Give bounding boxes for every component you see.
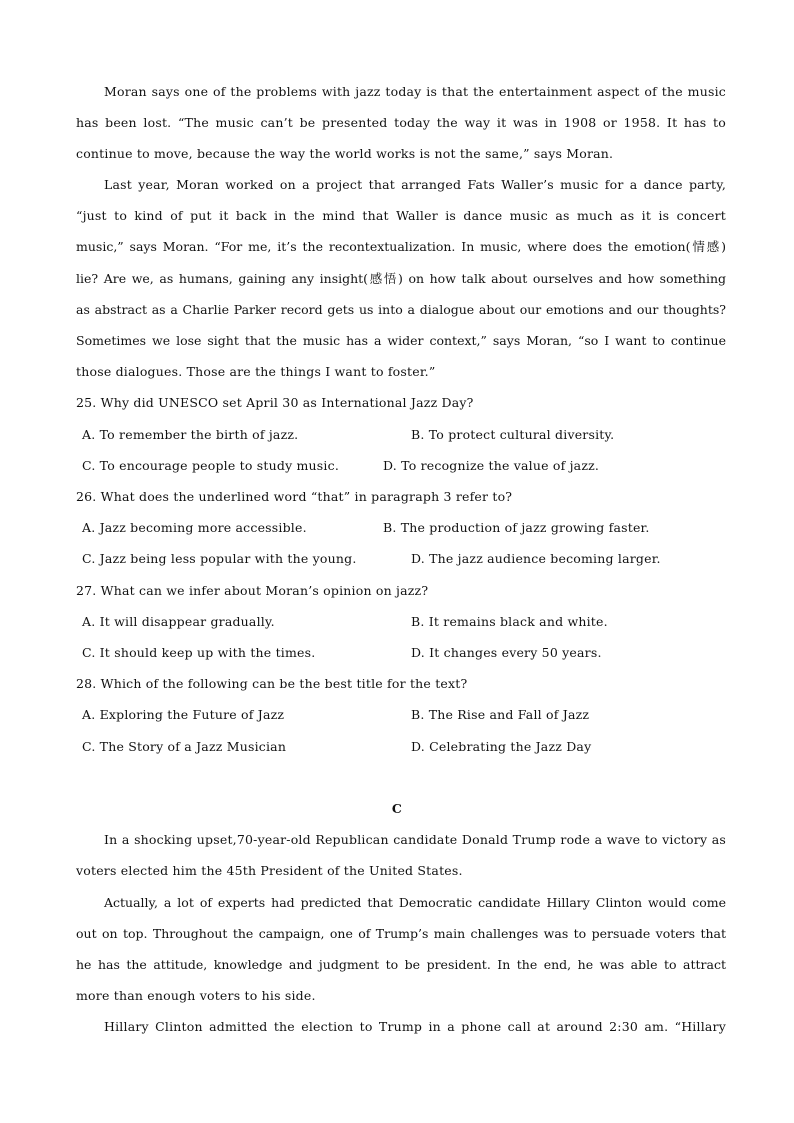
option-b: B. The production of jazz growing faster.: [383, 520, 650, 535]
question-stem: 28. Which of the following can be the best title for the text?: [76, 676, 468, 691]
passage-line: as abstract as a Charlie Parker record gets us into a dialogue about our emotions and our thoughts?: [76, 302, 726, 317]
passage-line: those dialogues. Those are the things I want to foster.”: [76, 364, 436, 379]
passage-line: has been lost. “The music can’t be presented today the way it was in 1908 or 1958. It has to: [76, 115, 726, 130]
option-a: A. Exploring the Future of Jazz: [82, 707, 285, 722]
option-d: D. It changes every 50 years.: [411, 645, 602, 660]
passage-line: In a shocking upset,70-year-old Republican candidate Donald Trump rode a wave to victory as: [104, 832, 726, 847]
passage-line: out on top. Throughout the campaign, one of Trump’s main challenges was to persuade voters that: [76, 926, 726, 941]
option-c: C. The Story of a Jazz Musician: [82, 739, 287, 754]
passage-line: music,” says Moran. “For me, it’s the recontextualization. In music, where does the emotion(情感): [76, 239, 726, 254]
passage-line: Actually, a lot of experts had predicted that Democratic candidate Hillary Clinton would come: [104, 895, 726, 910]
option-b: B. It remains black and white.: [411, 614, 608, 629]
option-d: D. To recognize the value of jazz.: [383, 458, 600, 473]
option-a: A. To remember the birth of jazz.: [82, 427, 299, 442]
option-d: D. Celebrating the Jazz Day: [411, 739, 592, 754]
option-b: B. To protect cultural diversity.: [411, 427, 615, 442]
option-d: D. The jazz audience becoming larger.: [411, 551, 661, 566]
passage-line: he has the attitude, knowledge and judgment to be president. In the end, he was able to attract: [76, 957, 726, 972]
passage-line: Last year, Moran worked on a project that arranged Fats Waller’s music for a dance party,: [104, 177, 726, 192]
passage-line: Sometimes we lose sight that the music has a wider context,” says Moran, “so I want to continue: [76, 333, 726, 348]
passage-line: more than enough voters to his side.: [76, 988, 316, 1003]
passage-line: Hillary Clinton admitted the election to Trump in a phone call at around 2:30 am. “Hillary: [104, 1019, 726, 1034]
passage-line: “just to kind of put it back in the mind that Waller is dance music as much as it is concert: [76, 208, 726, 223]
option-a: A. Jazz becoming more accessible.: [82, 520, 307, 535]
passage-line: continue to move, because the way the world works is not the same,” says Moran.: [76, 146, 614, 161]
passage-line: lie? Are we, as humans, gaining any insight(感悟) on how talk about ourselves and how something: [76, 271, 726, 286]
question-stem: 25. Why did UNESCO set April 30 as International Jazz Day?: [76, 395, 474, 410]
option-c: C. Jazz being less popular with the young.: [82, 551, 357, 566]
section-heading: C: [391, 801, 403, 816]
passage-line: Moran says one of the problems with jazz today is that the entertainment aspect of the music: [104, 84, 726, 99]
option-c: C. To encourage people to study music.: [82, 458, 339, 473]
option-b: B. The Rise and Fall of Jazz: [411, 707, 590, 722]
passage-line: voters elected him the 45th President of the United States.: [76, 863, 463, 878]
question-stem: 27. What can we infer about Moran’s opinion on jazz?: [76, 583, 429, 598]
option-c: C. It should keep up with the times.: [82, 645, 316, 660]
question-stem: 26. What does the underlined word “that” in paragraph 3 refer to?: [76, 489, 513, 504]
option-a: A. It will disappear gradually.: [82, 614, 275, 629]
